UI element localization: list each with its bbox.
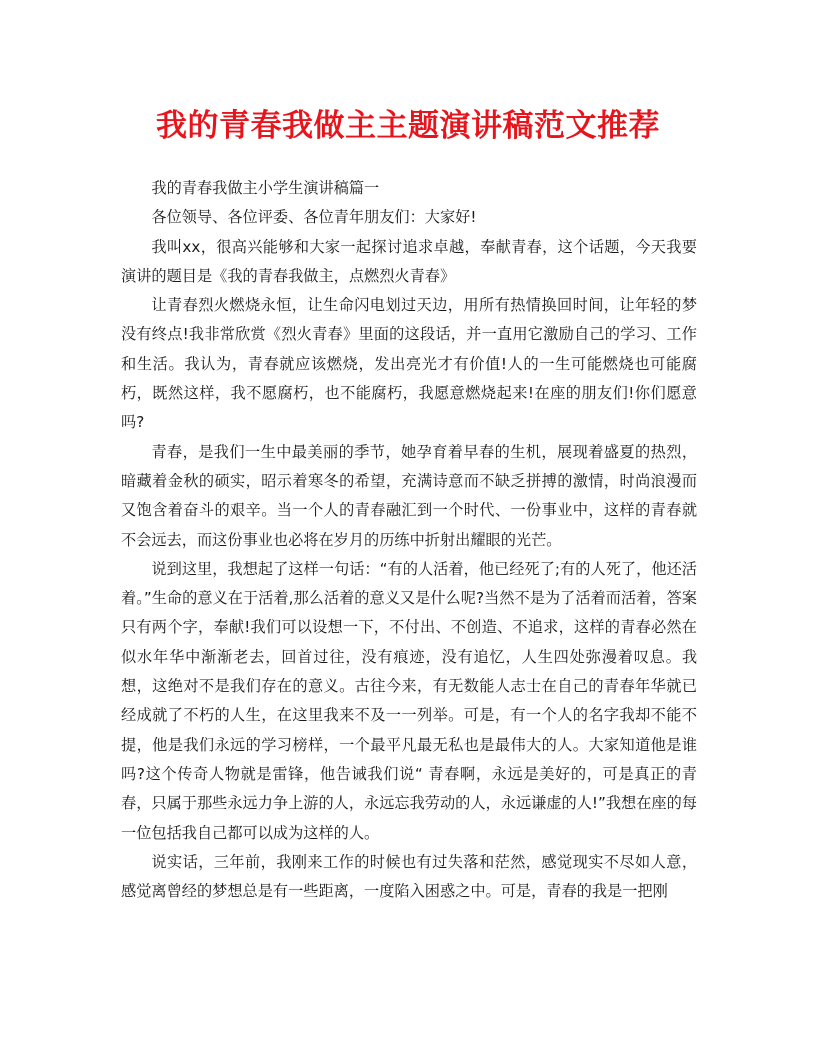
paragraph: 说实话，三年前，我刚来工作的时候也有过失落和茫然，感觉现实不尽如人意，感觉离曾经的梦想总是有一些距离，一度陷入困惑之中。可是，青春的我是一把刚 [121,852,697,901]
document-body [121,174,697,906]
paragraph-greeting: 各位领导、各位评委、各位青年朋友们：大家好! [151,208,477,227]
paragraph: 说到这里，我想起了这样一句话：“有的人活着，他已经死了;有的人死了，他还活着。”生命的意义在于活着,那么活着的意义又是什么呢?当然不是为了活着而活着，答案只有两个字，奉献!我们可以设想一下，不付出、不创造、不追求，这样的青春必然在似水年华中渐渐老去，回首过往，没有痕迹，没有追忆，人生四处弥漫着叹息。我想，这绝对不是我们存在的意义。古往今来，有无数能人志士在自己的青春年华就已经成就了不朽的人生，在这里我来不及一一列举。可是，有一个人的名字我却不能不提，他是我们永远的学习榜样，一个最平凡最无私也是最伟大的人。大家知道他是谁吗?这个传奇人物就是雷锋，他告诫我们说“ 青春啊，永远是美好的，可是真正的青春，只属于那些永远力争上游的人，永远忘我劳动的人，永远谦虚的人!”我想在座的每一位包括我自己都可以成为这样的人。 [121,559,697,842]
paragraph: 青春，是我们一生中最美丽的季节，她孕育着早春的生机，展现着盛夏的热烈，暗藏着金秋的硕实，昭示着寒冬的希望，充满诗意而不缺乏拼搏的激情，时尚浪漫而又饱含着奋斗的艰辛。当一个人的青春融汇到一个时代、一份事业中，这样的青春就不会远去，而这份事业也必将在岁月的历练中折射出耀眼的光芒。 [121,442,697,549]
paragraph: 我叫xx，很高兴能够和大家一起探讨追求卓越，奉献青春，这个话题，今天我要演讲的题目是《我的青春我做主，点燃烈火青春》 [121,237,697,285]
paragraph: 让青春烈火燃烧永恒，让生命闪电划过天边，用所有热情换回时间，让年轻的梦没有终点!我非常欣赏《烈火青春》里面的这段话，并一直用它激励自己的学习、工作和生活。我认为，青春就应该燃烧，发出亮光才有价值!人的一生可能燃烧也可能腐朽，既然这样，我不愿腐朽，也不能腐朽，我愿意燃烧起来!在座的朋友们!你们愿意吗? [121,296,697,432]
paragraph-subtitle: 我的青春我做主小学生演讲稿篇一 [151,179,380,197]
document-title: 我的青春我做主主题演讲稿范文推荐 [156,108,660,144]
